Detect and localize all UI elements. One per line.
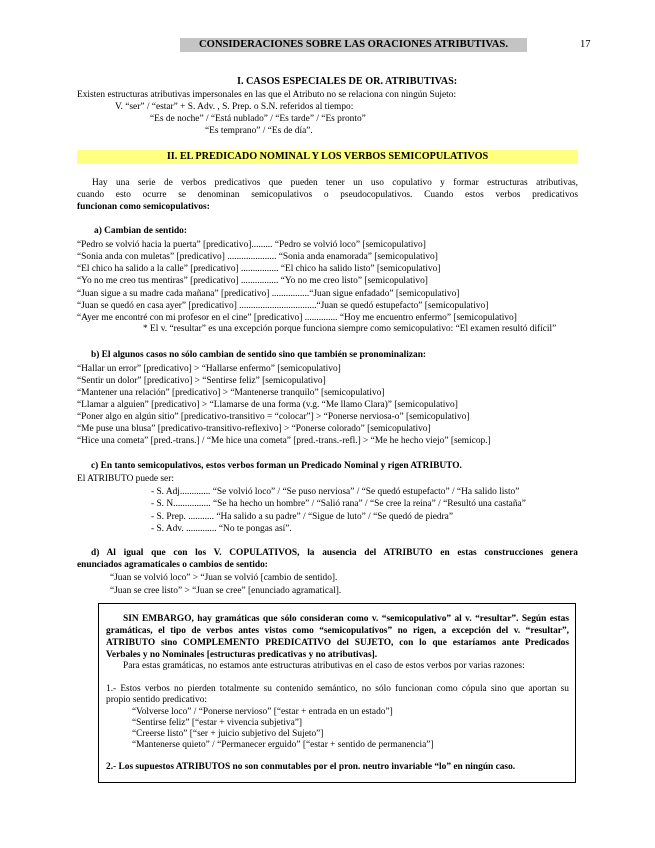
part-b-line: “Sentir un dolor” [predicativo] > “Sentirse feliz” [semicopulativo] [77,376,326,386]
part-d-line: “Juan se cree listo” > “Juan se cree” [enunciado agramatical]. [110,586,342,596]
section1-example: “Es temprano” / “Es de día”. [205,126,313,136]
part-c-heading: c) En tanto semicopulativos, estos verbos forman un Predicado Nominal y rigen ATRIBUTO. [91,461,462,471]
part-b-line: “Llamar a alguien” [predicativo] > “Llamarse de una forma (v.g. “Me llamo Clara)” [semicopulativo] [77,400,458,410]
part-d-heading: d) Al igual que con los V. COPULATIVOS, la ausencia del ATRIBUTO en estas construcciones genera [91,548,578,558]
page-title: CONSIDERACIONES SOBRE LAS ORACIONES ATRIBUTIVAS. [180,38,527,52]
part-a-line: “Yo no me creo tus mentiras” [predicativo] ................ “Yo no me creo listo” [semicopulativo] [77,276,428,286]
part-b-line: “Poner algo en algún sitio” [predicativo-transitivo = “colocar”] > “Ponerse nerviosa-o” [semicopulativo] [77,412,470,422]
part-a-note: * El v. “resultar” es una excepción porque funciona siempre como semicopulativo: “El examen resultó difícil” [143,324,557,334]
box-para: Verbales y no Nominales [estructuras predicativas y no atributivas]. [106,650,378,660]
box-para-end: Para estas gramáticas, no estamos ante estructuras atributivas en el caso de estos verbos por varias razones: [123,661,525,671]
part-a-line: “Ayer me encontré con mi profesor en el cine” [predicativo] .............. “Hoy me encuentro enfermo” [semicopulativo] [77,313,517,323]
section2-heading: II. EL PREDICADO NOMINAL Y LOS VERBOS SEMICOPULATIVOS [77,150,578,164]
section1-example: “Es de noche” / “Está nublado” / “Es tarde” / “Es pronto” [150,114,366,124]
part-c-line: - S. Adv. ............. “No te pongas así”. [151,524,292,534]
box-example: “Mantenerse quieto” / “Permanecer erguido” [“estar + sentido de permanencia”] [132,740,434,750]
part-b-heading: b) El algunos casos no sólo cambian de sentido sino que también se pronominalizan: [91,350,427,360]
box-para: gramáticas, el tipo de verbos antes vistos como “semicopulativos” no rigen, a excepción del v. “resultar”, [106,626,569,636]
part-a-line: “El chico ha salido a la calle” [predicativo] ................ “El chico ha salido listo” [semicopulativo] [77,264,441,274]
box-example: “Volverse loco” / “Ponerse nervioso” [“estar + entrada en un estado”] [132,707,393,717]
section1-line: V. “ser” / “estar” + S. Adv. , S. Prep. o S.N. referidos al tiempo: [115,102,354,112]
part-b-line: “Hice una cometa” [pred.-trans.] / “Me hice una cometa” [pred.-trans.-refl.] > “Me he hecho viejo” [semicop.] [77,436,491,446]
part-a-line: “Juan sigue a su madre cada mañana” [predicativo] ................“Juan sigue enfadado” [semicopulativo] [77,289,460,299]
box-point2: 2.- Los supuestos ATRIBUTOS no son conmutables por el pron. neutro invariable “lo” en ningún caso. [106,762,516,772]
part-a-line: “Pedro se volvió hacia la puerta” [predicativo]......... “Pedro se volvió loco” [semicopulativo] [77,240,426,250]
section1-line: Existen estructuras atributivas impersonales en las que el Atributo no se relaciona con ningún Sujeto: [77,90,457,100]
box-para: SIN EMBARGO, hay gramáticas que sólo consideran como v. “semicopulativo” al v. “resultar”. Según estas [123,614,569,624]
section2-intro: funcionan como semicopulativos: [77,202,210,212]
part-a-line: “Juan se quedó en casa ayer” [predicativo] .................................“Juan se quedó estupefacto” [semicopulativo] [77,301,489,311]
part-b-line: “Me puse una blusa” [predicativo-transitivo-reflexivo] > “Ponerse colorado” [semicopulativo] [77,424,431,434]
section2-intro: cuando esto ocurre se denominan semicopulativos o pseudocopulativos. Cuando estos verbos predicativos [77,190,578,200]
part-b-line: “Hallar un error” [predicativo] > “Hallarse enfermo” [semicopulativo] [77,364,341,374]
part-d-line: “Juan se volvió loco” > “Juan se volvió [cambio de sentido]. [110,573,338,583]
part-b-line: “Mantener una relación” [predicativo] > “Mantenerse tranquilo” [semicopulativo] [77,388,385,398]
box-point1: propio sentido predicativo: [106,695,208,705]
part-a-heading: a) Cambian de sentido: [94,226,187,236]
box-example: “Creerse listo” [“ser + juicio subjetivo del Sujeto”] [132,729,324,739]
section2-intro: Hay una serie de verbos predicativos que pueden tener un uso copulativo y formar estructuras atributivas, [92,178,578,188]
part-d-heading: enunciados agramaticales o cambios de sentido: [77,560,268,570]
page-number: 17 [580,39,591,50]
part-c-line: - S. Adj............. “Se volvió loco” / “Se puso nerviosa” / “Se quedó estupefacto” / “Ha salido listo” [151,487,520,497]
box-para: ATRIBUTO sino COMPLEMENTO PREDICATIVO del SUJETO, con lo que estaríamos ante Predicados [106,638,569,648]
part-c-line: - S. N................ “Se ha hecho un hombre” / “Salió rana” / “Se cree la reina” / “Resultó una castaña” [151,499,526,509]
part-c-line: - S. Prep. ........... “Ha salido a su padre” / “Sigue de luto” / “Se quedó de piedra” [151,512,453,522]
section1-heading: I. CASOS ESPECIALES DE OR. ATRIBUTIVAS: [237,76,458,87]
part-c-sub: El ATRIBUTO puede ser: [77,474,174,484]
box-example: “Sentirse feliz” [“estar + vivencia subjetiva”] [132,718,303,728]
part-a-line: “Sonia anda con muletas” [predicativo] ..................... “Sonia anda enamorada” [semicopulativo] [77,252,438,262]
box-point1: 1.- Estos verbos no pierden totalmente su contenido semántico, no sólo funcionan como cópula sino que aportan su [106,684,569,694]
